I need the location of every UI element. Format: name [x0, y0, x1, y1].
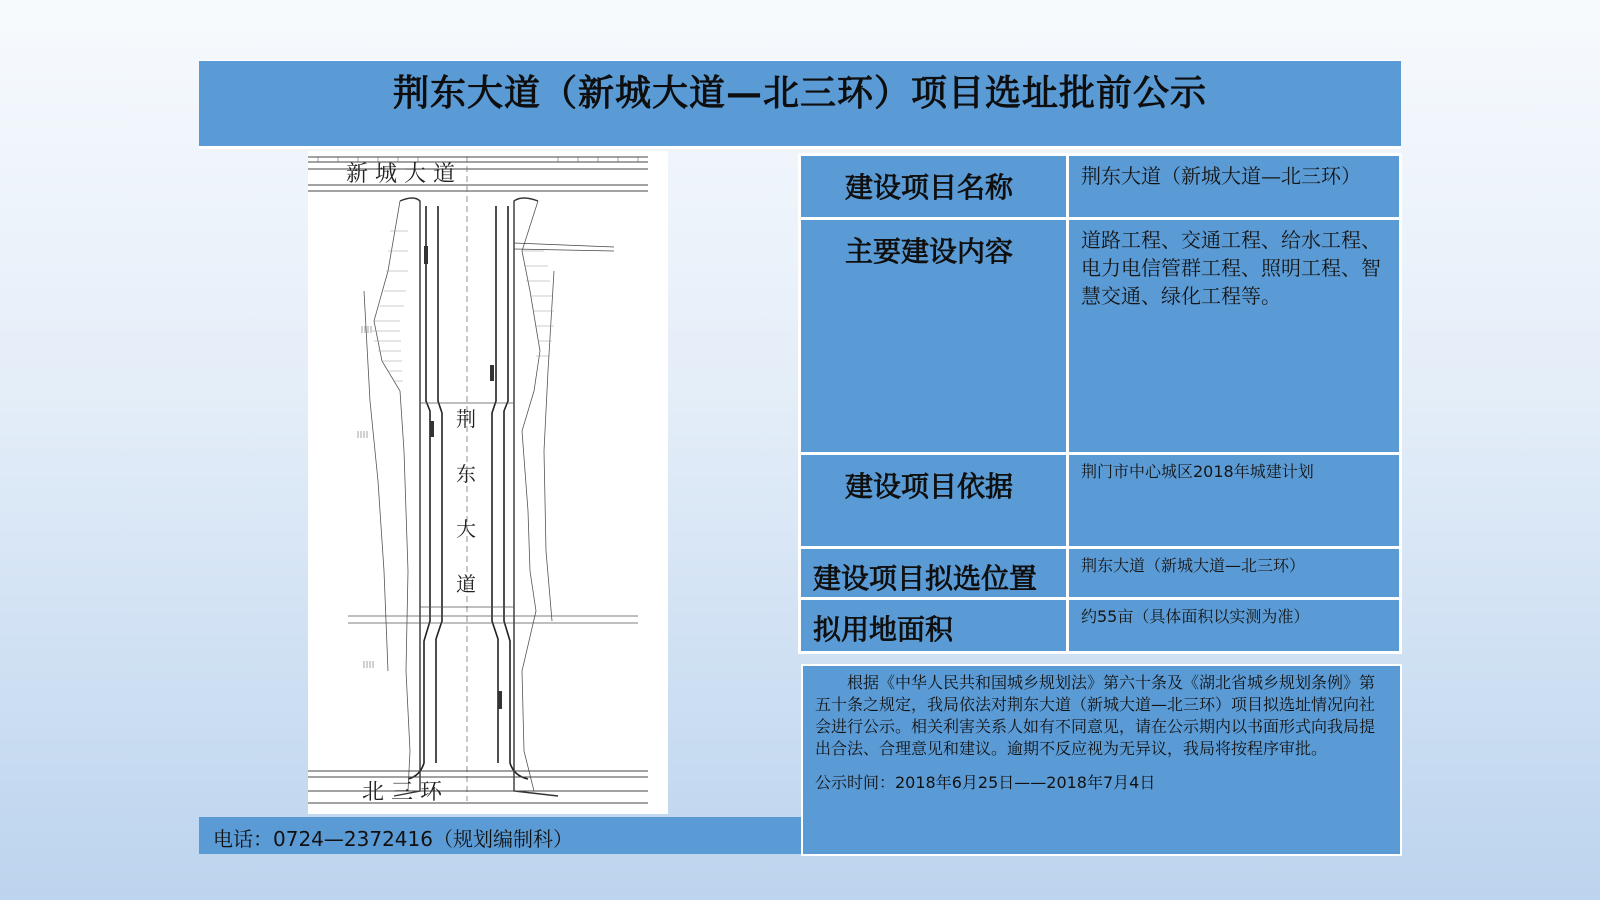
top-road-label: 新 城 大 道 — [346, 162, 455, 187]
table-row — [800, 155, 1401, 219]
road-char-4: 道 — [456, 572, 476, 596]
notice-body: 根据《中华人民共和国城乡规划法》第六十条及《湖北省城乡规划条例》第五十条之规定，我局依法对荆东大道（新城大道—北三环）项目拟选址情况向社会进行公示。相关利害关系人如有不同意见，请在公示期内以书面形式向我局提出合法、合理意见和建议。逾期不反应视为无异议，我局将按程序审批。 — [815, 673, 1376, 758]
construction-content-key: 主要建设内容 — [845, 235, 1014, 268]
project-basis-key: 建设项目依据 — [845, 470, 1014, 503]
key-cell — [800, 219, 1068, 454]
project-name-key: 建设项目名称 — [845, 171, 1014, 204]
site-plan-svg — [308, 151, 668, 814]
phone-bar — [199, 817, 801, 854]
project-name-value: 荆东大道（新城大道—北三环） — [1068, 155, 1401, 219]
project-basis-value: 荆门市中心城区2018年城建计划 — [1068, 454, 1401, 548]
land-area-value: 约55亩（具体面积以实测为准） — [1068, 599, 1401, 653]
road-char-2: 东 — [456, 462, 476, 486]
project-info-table — [798, 153, 1402, 654]
table-row — [800, 219, 1401, 454]
road-char-1: 荆 — [456, 407, 476, 431]
title-bar — [199, 60, 1401, 149]
construction-content-value: 道路工程、交通工程、给水工程、电力电信管群工程、照明工程、智慧交通、绿化工程等。 — [1068, 219, 1401, 454]
phone-number: 电话：0724—2372416（规划编制科） — [213, 827, 573, 851]
key-cell — [800, 454, 1068, 548]
table-row — [800, 548, 1401, 599]
bottom-road-label: 北 三 环 — [362, 780, 442, 805]
table-row — [800, 454, 1401, 548]
key-cell — [800, 599, 1068, 653]
road-char-3: 大 — [456, 517, 476, 541]
notice-box — [801, 664, 1402, 856]
proposed-location-key: 建设项目拟选位置 — [813, 562, 1038, 595]
key-cell — [800, 155, 1068, 219]
land-area-key: 拟用地面积 — [813, 613, 954, 646]
key-cell — [800, 548, 1068, 599]
site-plan-drawing — [308, 151, 668, 814]
notice-time: 公示时间：2018年6月25日——2018年7月4日 — [815, 773, 1156, 792]
proposed-location-value: 荆东大道（新城大道—北三环） — [1068, 548, 1401, 599]
table-row — [800, 599, 1401, 653]
page-title: 荆东大道（新城大道—北三环）项目选址批前公示 — [392, 72, 1207, 114]
